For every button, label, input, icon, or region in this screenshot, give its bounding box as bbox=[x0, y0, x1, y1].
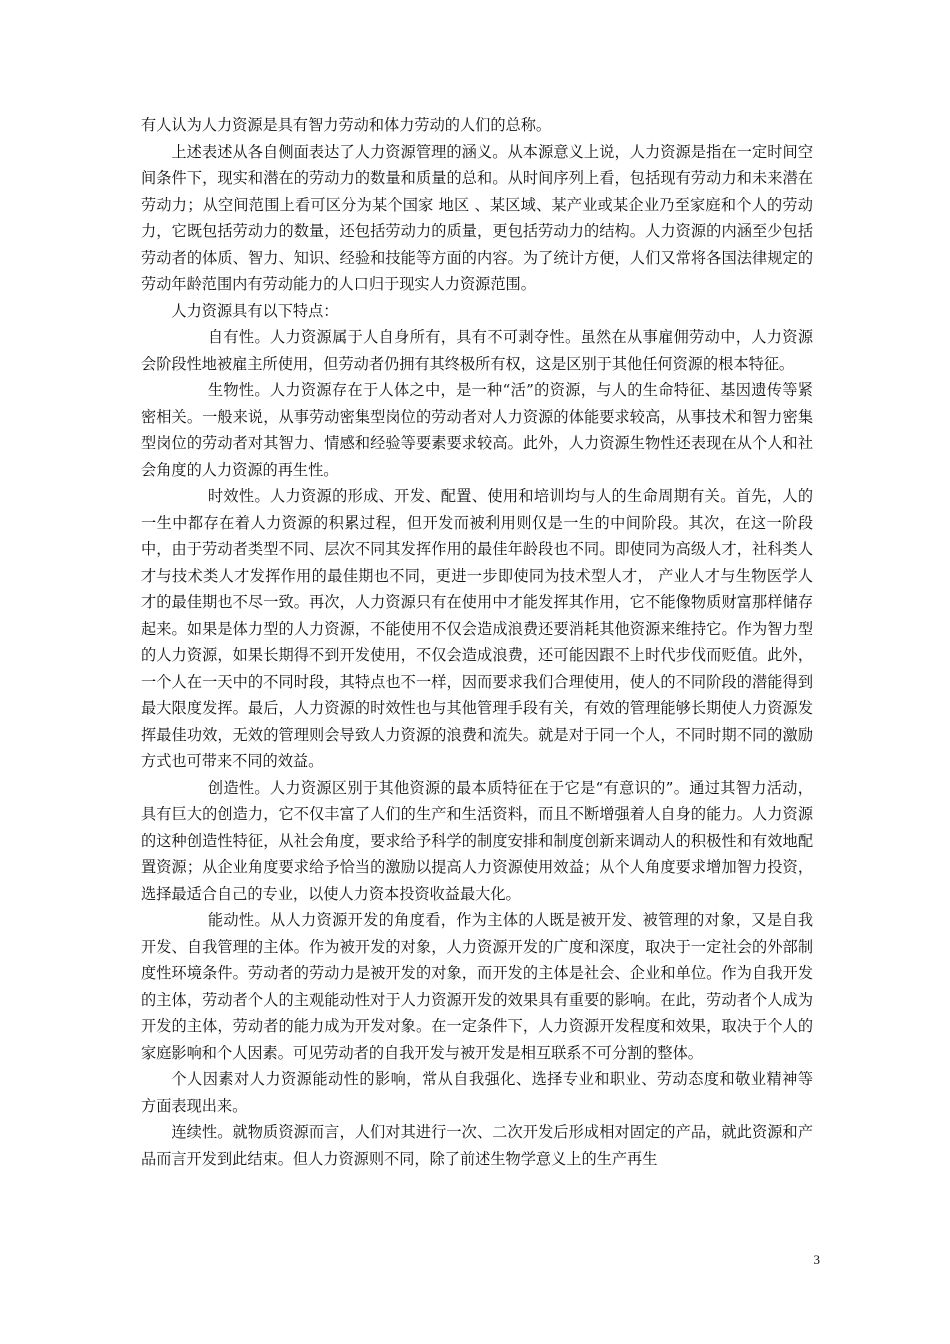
paragraph-6: 时效性。人力资源的形成、开发、配置、使用和培训均与人的生命周期有关。首先，人的一生中都存在着人力资源的积累过程，但开发而被利用则仅是一生的中间阶段。其次，在这一阶段中，由于劳动者类型不同、层次不同其发挥作用的最佳年龄段也不同。即使同为高级人才，社科类人才与技术类人才发挥作用的最佳期也不同，更进一步即使同为技术型人才， 产业人才与生物医学人才的最佳期也不尽一致。再次，人力资源只有在使用中才能发挥其作用，它不能像物质财富那样储存起来。如果是体力型的人力资源，不能使用不仅会造成浪费还要消耗其他资源来维持它。作为智力型的人力资源，如果长期得不到开发使用，不仅会造成浪费，还可能因跟不上时代步伐而贬值。此外，一个人在一天中的不同时段，其特点也不一样，因而要求我们合理使用，使人的不同阶段的潜能得到最大限度发挥。最后，人力资源的时效性也与其他管理手段有关，有效的管理能够长期使人力资源发挥最佳功效，无效的管理则会导致人力资源的浪费和流失。就是对于同一个人，不同时期不同的激励方式也可带来不同的效益。 bbox=[141, 487, 813, 770]
paragraph-4: 自有性。人力资源属于人自身所有，具有不可剥夺性。虽然在从事雇佣劳动中，人力资源会阶段性地被雇主所使用，但劳动者仍拥有其终极所有权，这是区别于其他任何资源的根本特征。 bbox=[141, 328, 813, 373]
paragraph-2: 上述表述从各自侧面表达了人力资源管理的涵义。从本源意义上说，人力资源是指在一定时间空间条件下，现实和潜在的劳动力的数量和质量的总和。从时间序列上看，包括现有劳动力和未来潜在劳动力；从空间范围上看可区分为某个国家 地区 、某区域、某产业或某企业乃至家庭和个人的劳动力，它既包括劳动力的数量，还包括劳动力的质量，更包括劳动力的结构。人力资源的内涵至少包括劳动者的体质、智力、知识、经验和技能等方面的内容。为了统计方便，人们又常将各国法律规定的劳动年龄范围内有劳动能力的人口归于现实人力资源范围。 bbox=[141, 142, 813, 293]
paragraph-7: 创造性。人力资源区别于其他资源的最本质特征在于它是“有意识的”。通过其智力活动，具有巨大的创造力，它不仅丰富了人们的生产和生活资料，而且不断增强着人自身的能力。人力资源的这种创造性特征，从社会角度，要求给予科学的制度安排和制度创新来调动人的积极性和有效地配置资源；从企业角度要求给予恰当的激励以提高人力资源使用效益；从个人角度要求增加智力投资，选择最适合自己的专业，以使人力资本投资收益最大化。 bbox=[141, 778, 813, 903]
paragraph-8: 能动性。从人力资源开发的角度看，作为主体的人既是被开发、被管理的对象，又是自我开发、自我管理的主体。作为被开发的对象，人力资源开发的广度和深度，取决于一定社会的外部制度性环境条件。劳动者的劳动力是被开发的对象，而开发的主体是社会、企业和单位。作为自我开发的主体，劳动者个人的主观能动性对于人力资源开发的效果具有重要的影响。在此，劳动者个人成为开发的主体，劳动者的能力成为开发对象。在一定条件下，人力资源开发程度和效果，取决于个人的家庭影响和个人因素。可见劳动者的自我开发与被开发是相互联系不可分割的整体。 bbox=[141, 911, 813, 1062]
paragraph-9: 个人因素对人力资源能动性的影响，常从自我强化、选择专业和职业、劳动态度和敬业精神等 方面表现出来。 bbox=[141, 1070, 813, 1115]
paragraph-3: 人力资源具有以下特点： bbox=[171, 301, 339, 320]
document-body bbox=[141, 112, 813, 1172]
paragraph-10: 连续性。就物质资源而言，人们对其进行一次、二次开发后形成相对固定的产品，就此资源和产品而言开发到此结束。但人力资源则不同，除了前述生物学意义上的生产再生 bbox=[141, 1123, 813, 1168]
paragraph-5: 生物性。人力资源存在于人体之中，是一种“活”的资源，与人的生命特征、基因遗传等紧密相关。一般来说，从事劳动密集型岗位的劳动者对人力资源的体能要求较高，从事技术和智力密集型岗位的劳动者对其智力、情感和经验等要素要求较高。此外，人力资源生物性还表现在从个人和社会角度的人力资源的再生性。 bbox=[141, 381, 813, 479]
page-number: 3 bbox=[813, 1252, 820, 1267]
paragraph-1: 有人认为人力资源是具有智力劳动和体力劳动的人们的总称。 bbox=[141, 116, 552, 134]
